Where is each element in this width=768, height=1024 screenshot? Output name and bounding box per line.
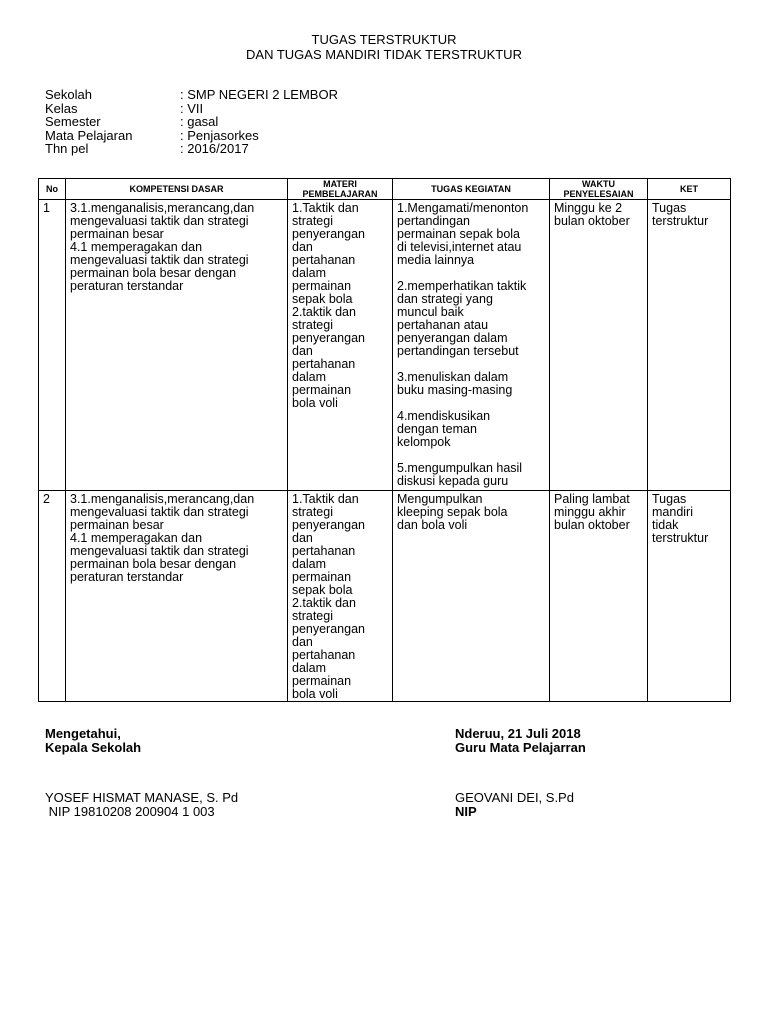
document-title [0,32,768,62]
header-no: No [39,179,66,200]
info-row-thn-pel [45,142,338,156]
cell-materi: 1.Taktik dan strategi penyerangan dan pertahanan dalam permainan sepak bola 2.taktik dan strategi penyerangan dan pertahanan dalam permainan bola voli [288,491,393,702]
header-ket: KET [648,179,731,200]
cell-ket: Tugas terstruktur [648,200,731,491]
header-materi-pembelajaran: MATERI PEMBELAJARAN [288,179,393,200]
tugas-step: 3.menuliskan dalam buku masing-masing [397,370,513,397]
cell-waktu: Minggu ke 2 bulan oktober [550,200,648,491]
info-value: : Penjasorkes [180,127,259,143]
teacher-nip: NIP [455,804,477,819]
info-label: Thn pel [45,141,89,156]
cell-kompetensi: 3.1.menganalisis,merancang,dan mengevaluasi taktik dan strategi permainan besar 4.1 memperagakan dan mengevaluasi taktik dan strategi permainan bola besar dengan peraturan terstandar [66,491,288,702]
info-value: : 2016/2017 [180,141,249,156]
header-waktu-penyelesaian: WAKTU PENYELESAIAN [550,179,648,200]
cell-waktu: Paling lambat minggu akhir bulan oktober [550,491,648,702]
tugas-step: Mengumpulkan kleeping sepak bola dan bola voli [397,492,508,532]
info-value: : gasal [180,114,219,129]
kepala-sekolah-label: Kepala Sekolah [45,740,142,755]
cell-no: 1 [39,200,66,491]
info-row-semester [45,115,338,129]
info-label: Kelas [45,100,78,116]
cell-materi: 1.Taktik dan strategi penyerangan dan pertahanan dalam permainan sepak bola 2.taktik dan strategi penyerangan dan pertahanan dalam permainan bola voli [288,200,393,491]
school-info [45,88,338,156]
info-label: Mata Pelajaran [45,127,133,143]
tugas-step: 1.Mengamati/menonton pertandingan permainan sepak bola di televisi,internet atau media lainnya [397,201,529,267]
signature-right-name-block [455,791,574,819]
header-kompetensi-dasar: KOMPETENSI DASAR [66,179,288,200]
info-row-mata-pelajaran [45,129,338,143]
headmaster-name: YOSEF HISMAT MANASE, S. Pd [45,790,239,805]
signature-left-name-block [45,791,238,819]
header-tugas-kegiatan: TUGAS KEGIATAN [393,179,550,200]
mengetahui-label: Mengetahui, [45,726,121,741]
info-value: : SMP NEGERI 2 LEMBOR [180,87,338,102]
table-header-row [39,179,731,200]
info-value: : VII [180,100,204,116]
info-row-sekolah [45,88,338,102]
task-table [38,178,731,702]
title-line-1: TUGAS TERSTRUKTUR [311,32,457,47]
info-label: Sekolah [45,87,92,102]
table-row [39,200,731,491]
cell-tugas [393,491,550,702]
cell-kompetensi: 3.1.menganalisis,merancang,dan mengevaluasi taktik dan strategi permainan besar 4.1 memperagakan dan mengevaluasi taktik dan strategi permainan bola besar dengan peraturan terstandar [66,200,288,491]
tugas-step: 5.mengumpulkan hasil diskusi kepada guru [397,461,523,488]
table-row [39,491,731,702]
cell-ket: Tugas mandiri tidak terstruktur [648,491,731,702]
title-line-2: DAN TUGAS MANDIRI TIDAK TERSTRUKTUR [246,47,522,62]
tugas-step: 4.mendiskusikan dengan teman kelompok [397,409,491,449]
info-row-kelas [45,102,338,116]
signature-left-heading [45,727,141,755]
headmaster-nip: NIP 19810208 200904 1 003 [45,804,215,819]
teacher-name: GEOVANI DEI, S.Pd [455,790,574,805]
guru-label: Guru Mata Pelajarran [455,740,586,755]
place-date: Nderuu, 21 Juli 2018 [455,726,581,741]
cell-no: 2 [39,491,66,702]
signature-right-heading [455,727,586,755]
info-label: Semester [45,114,101,129]
cell-tugas [393,200,550,491]
tugas-step: 2.memperhatikan taktik dan strategi yang muncul baik pertahanan atau penyerangan dalam pertandingan tersebut [397,279,527,358]
